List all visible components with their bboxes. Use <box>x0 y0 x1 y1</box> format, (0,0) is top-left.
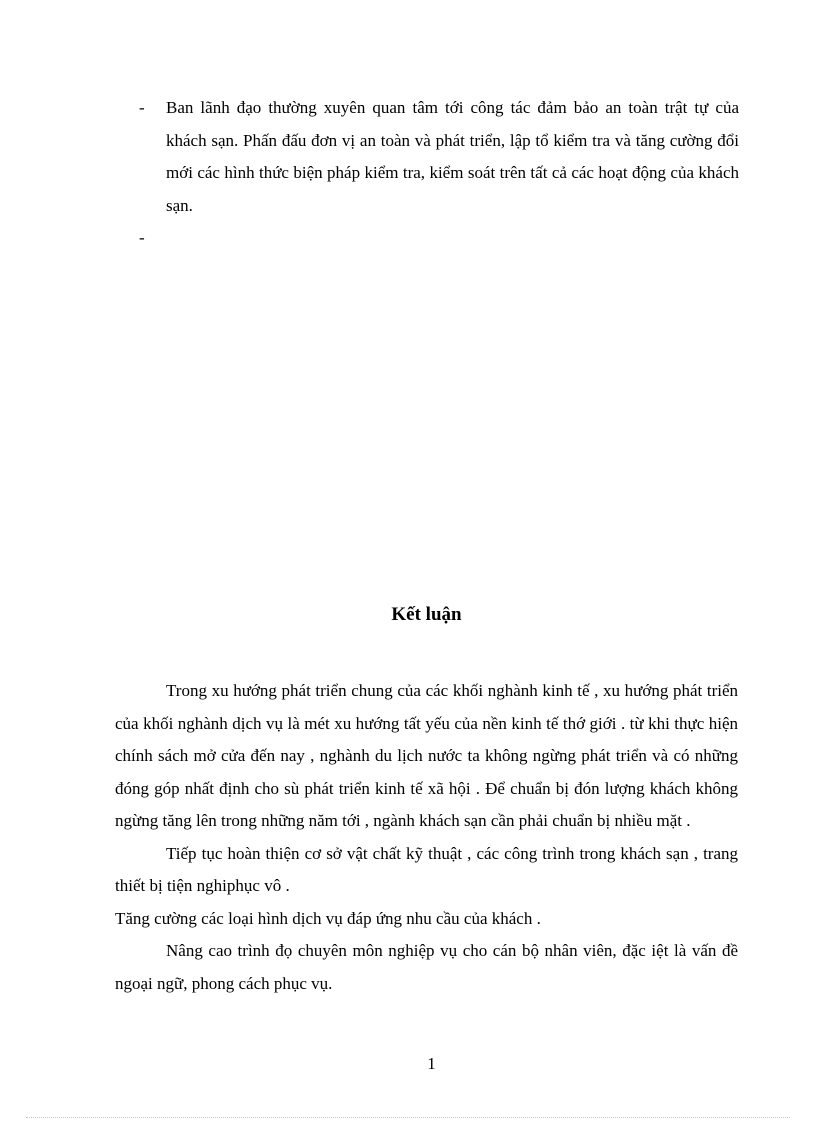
bullet-text <box>166 228 170 247</box>
bullet-item <box>139 92 739 222</box>
bullet-text: Ban lãnh đạo thường xuyên quan tâm tới công tác đảm bảo an toàn trật tự của khách sạn. Phấn đấu đơn vị an toàn và phát triển, lập tổ kiểm tra và tăng cường đổi mới các hình thức biện pháp kiểm tra, kiểm soát trên tất cả các hoạt động của khách sạn. <box>166 98 739 215</box>
bullet-item-empty <box>139 222 739 255</box>
bullet-list <box>139 92 739 255</box>
conclusion-body <box>115 675 738 1000</box>
paragraph-training: Nâng cao trình đọ chuyên môn nghiệp vụ cho cán bộ nhân viên, đặc iệt là vấn đề ngoại ngữ, phong cách phục vụ. <box>115 941 738 993</box>
bullet-marker: - <box>139 98 145 117</box>
page-number: 1 <box>427 1054 436 1073</box>
section-heading: Kết luận <box>391 604 462 625</box>
page-bottom-divider <box>26 1117 790 1118</box>
paragraph-facilities: Tiếp tục hoàn thiện cơ sở vật chất kỹ thuật , các công trình trong khách sạn , trang thiết bị tiện nghiphục vô . <box>115 843 738 895</box>
bullet-marker: - <box>139 228 145 247</box>
paragraph-services: Tăng cường các loại hình dịch vụ đáp ứng nhu cầu của khách . <box>115 908 541 928</box>
paragraph-intro: Trong xu hướng phát triển chung của các khối nghành kinh tế , xu hướng phát triển của khối nghành dịch vụ là mét xu hướng tất yếu của nền kinh tế thớ giới . từ khi thực hiện chính sách mở cửa đến nay , nghành du lịch nước ta không ngừng phát triển và có những đóng góp nhất định cho sù phát triển kinh tế xã hội . Để chuẩn bị đón lượng khách không ngừng tăng lên trong những năm tới , ngành khách sạn cần phải chuẩn bị nhiều mặt . <box>115 681 738 830</box>
